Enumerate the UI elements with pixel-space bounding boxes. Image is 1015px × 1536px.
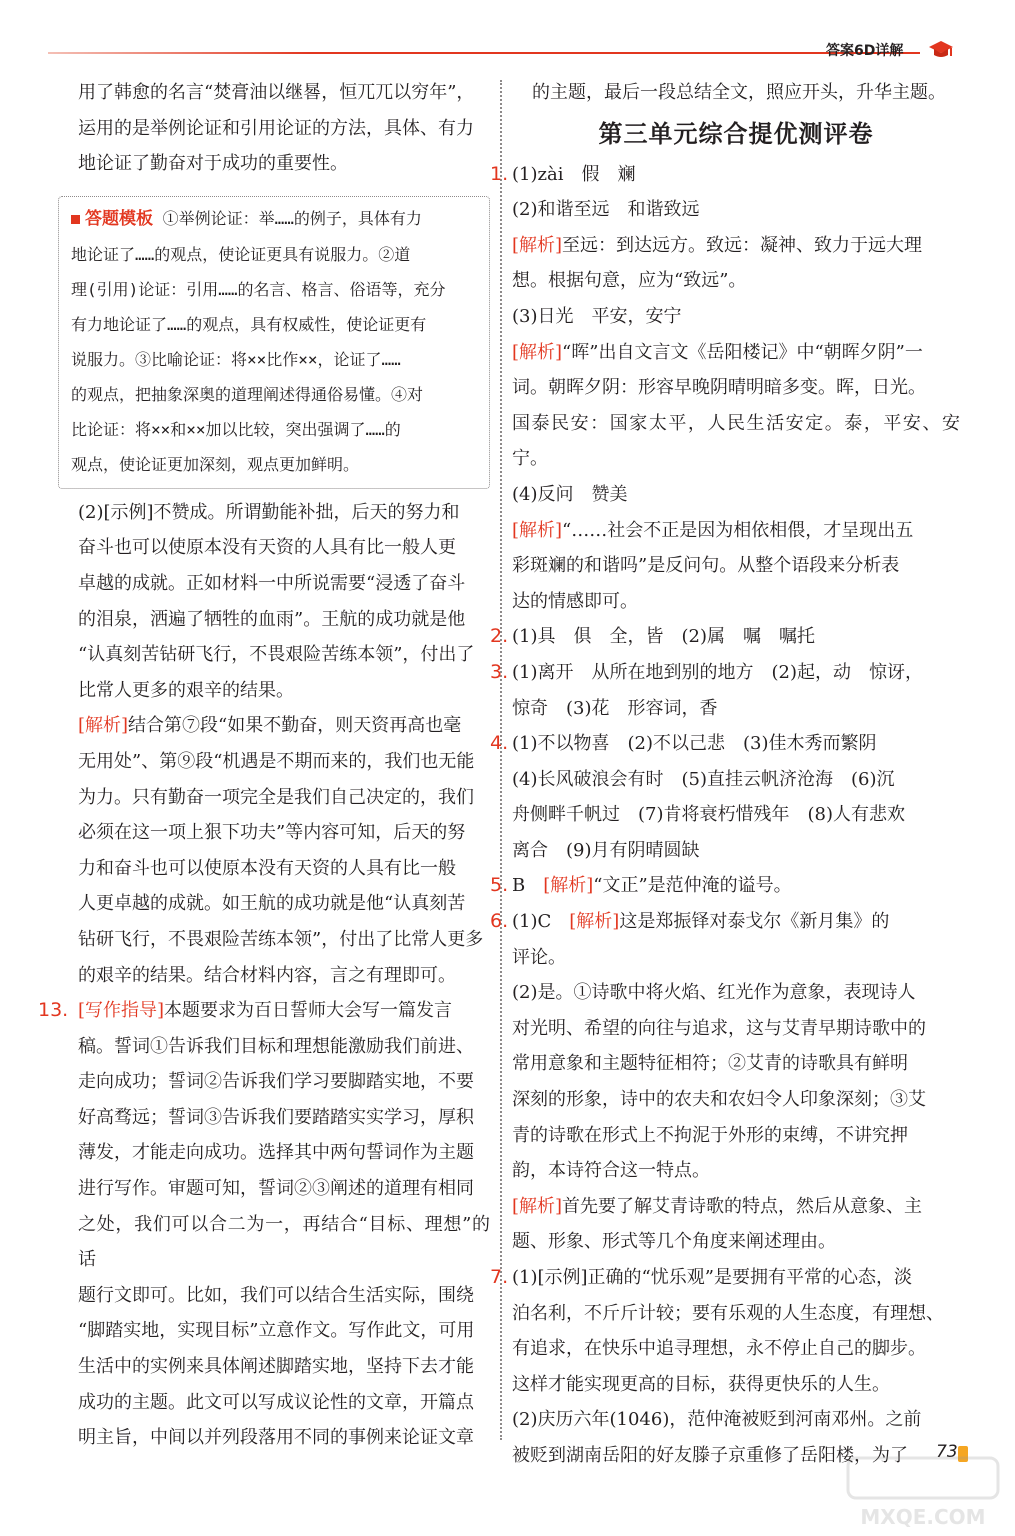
question-number — [490, 1189, 512, 1260]
text-line: 达的情感即可。 — [512, 590, 638, 612]
text-line: 被贬到湖南岳阳的好友滕子京重修了岳阳楼，为了 — [512, 1444, 908, 1466]
template-line: 比论证：将××和××加以比较，突出强调了……的 — [71, 419, 401, 439]
answer-body — [512, 975, 960, 1189]
answer-item — [490, 228, 960, 299]
analysis-text: 结合第⑦段“如果不勤奋，则天资再高也毫 — [128, 715, 462, 737]
text-line: 舟侧畔千帆过 (7)肯将衰朽惜残年 (8)人有悲欢 — [512, 804, 905, 826]
answer-item — [490, 619, 960, 655]
text-line: 地论证了勤奋对于成功的重要性。 — [78, 153, 348, 175]
question-13 — [38, 993, 490, 1456]
answer-item — [490, 1189, 960, 1260]
answer-body — [512, 192, 960, 228]
answer-item — [490, 904, 960, 975]
text-line: 进行写作。审题可知，誓词②③阐述的道理有相同 — [78, 1178, 474, 1200]
text-line — [512, 904, 960, 940]
graduation-cap-icon — [928, 38, 954, 62]
template-line: 的观点，把抽象深奥的道理阐述得通俗易懂。④对 — [71, 384, 424, 404]
text-segment: “……社会不正是因为相依相偎，才呈现出五 — [562, 519, 914, 541]
header-rule — [48, 52, 920, 54]
analysis-tag: [解析] — [78, 715, 129, 737]
text-line: (2)和谐至远 和谐致远 — [512, 199, 700, 221]
answer-body — [512, 726, 960, 868]
analysis-tag: [解析] — [512, 234, 563, 256]
text-line: 薄发，才能走向成功。选择其中两句誓词作为主题 — [78, 1142, 474, 1164]
intro-paragraph — [58, 75, 490, 182]
text-line: 有追求，在快乐中追寻理想，永不停止自己的脚步。 — [512, 1338, 926, 1360]
analysis-tag: [解析] — [512, 341, 563, 363]
analysis-tag: [解析] — [512, 519, 563, 541]
answer-item — [490, 726, 960, 868]
text-line: 必须在这一项上狠下功夫”等内容可知，后天的努 — [78, 822, 466, 844]
text-line: 泊名利，不斤斤计较；要有乐观的人生态度，有理想、 — [512, 1302, 944, 1324]
text-line — [512, 513, 960, 549]
section-title: 第三单元综合提优测评卷 — [598, 119, 874, 148]
question-number — [490, 192, 512, 228]
text-segment: 至远：到达远方。致远：凝神、致力于远大理 — [562, 234, 923, 256]
text-line: 比常人更多的艰辛的结果。 — [78, 679, 294, 701]
text-line: 卓越的成就。正如材料一中所说需要“浸透了奋斗 — [78, 572, 466, 594]
text-line: “认真刻苦钻研飞行，不畏艰险苦练本领”，付出了 — [78, 644, 475, 666]
template-line: 有力地论证了……的观点，具有权威性，使论证更有 — [71, 314, 427, 334]
answer-body — [512, 477, 960, 513]
text-segment: “文正”是范仲淹的谥号。 — [593, 875, 792, 897]
text-line: 题、形象、形式等几个角度来阐述理由。 — [512, 1231, 836, 1253]
question-number — [490, 299, 512, 335]
answer-item — [490, 513, 960, 620]
question-number — [490, 228, 512, 299]
answer-list — [490, 157, 960, 1474]
text-line: 青的诗歌在形式上不拘泥于外形的束缚，不讲究押 — [512, 1124, 908, 1146]
template-line: 观点，使论证更加深刻，观点更加鲜明。 — [71, 454, 360, 474]
question-number — [490, 975, 512, 1189]
text-line — [58, 708, 490, 744]
header-label: 答案6D详解 — [826, 43, 904, 59]
answer-body — [512, 619, 960, 655]
text-line: (2)[示例]不赞成。所谓勤能补拙，后天的努力和 — [78, 501, 460, 523]
answer-body — [512, 335, 960, 477]
template-line — [71, 201, 481, 237]
answer-body — [512, 299, 960, 335]
question-number — [490, 513, 512, 620]
text-line: 无用处”、第⑨段“机遇是不期而来的，我们也无能 — [78, 750, 475, 772]
text-line: 走向成功；誓词②告诉我们学习要脚踏实地，不要 — [78, 1071, 474, 1093]
text-line: 的艰辛的结果。结合材料内容，言之有理即可。 — [78, 964, 456, 986]
right-column — [490, 75, 960, 1474]
text-line: 对光明、希望的向往与追求，这与艾青早期诗歌中的 — [512, 1017, 926, 1039]
text-line: (1)[示例]正确的“忧乐观”是要拥有平常的心态，淡 — [512, 1267, 912, 1288]
template-title: 答题模板 — [85, 208, 153, 229]
text-line: 人更卓越的成就。如王航的成功就是他“认真刻苦 — [78, 893, 466, 915]
text-line: 为力。只有勤奋一项完全是我们自己决定的，我们 — [78, 786, 474, 808]
template-line: 说服力。③比喻论证：将××比作××，论证了…… — [71, 349, 401, 369]
text-segment: 首先要了解艾青诗歌的特点，然后从意象、主 — [562, 1195, 923, 1217]
answer-body — [512, 157, 960, 193]
question-number: 13. — [38, 999, 69, 1022]
watermark-text: MXQE.COM — [860, 1505, 986, 1529]
answer-body — [512, 228, 960, 299]
text-line: 的主题，最后一段总结全文，照应开头，升华主题。 — [532, 82, 946, 103]
text-line: 韵，本诗符合这一特点。 — [512, 1160, 710, 1182]
page-number: 73 — [936, 1442, 958, 1462]
answer-item — [490, 868, 960, 904]
text-line: 好高骛远；誓词③告诉我们要踏踏实实学习，厚积 — [78, 1106, 474, 1128]
text-line: 生活中的实例来具体阐述脚踏实地，坚持下去才能 — [78, 1356, 474, 1378]
text-line: (4)长风破浪会有时 (5)直挂云帆济沧海 (6)沉 — [512, 768, 895, 790]
q2-analysis — [58, 708, 490, 993]
text-line — [512, 868, 960, 904]
template-line: 理(引用)论证：引用……的名言、格言、俗语等，充分 — [71, 279, 446, 299]
text-line: 用了韩愈的名言“焚膏油以继晷，恒兀兀以穷年”， — [78, 82, 475, 103]
text-segment: “晖”出自文言文《岳阳楼记》中“朝晖夕阴”一 — [562, 341, 923, 363]
text-line: (1)离开 从所在地到别的地方 (2)起，动 惊讶， — [512, 661, 923, 683]
text-line: 钻研飞行，不畏艰险苦练本领”，付出了比常人更多 — [78, 928, 484, 950]
answer-choice: B — [512, 875, 544, 897]
text-line: 常用意象和主题特征相符；②艾青的诗歌具有鲜明 — [512, 1053, 908, 1075]
text-line: 力和奋斗也可以使原本没有天资的人具有比一般 — [78, 857, 456, 879]
text-line: (1)不以物喜 (2)不以己悲 (3)佳木秀而繁阴 — [512, 733, 877, 755]
question-number: 1. — [490, 162, 509, 185]
text-line: 运用的是举例论证和引用论证的方法，具体、有力 — [78, 117, 474, 139]
text-line: (4)反问 赞美 — [512, 483, 628, 505]
text-line: (1)具 俱 全，皆 (2)属 嘱 嘱托 — [512, 626, 815, 648]
text-line — [512, 228, 960, 264]
text-line: 评论。 — [512, 946, 566, 968]
answer-body — [512, 1260, 960, 1402]
answer-template-box — [58, 196, 490, 489]
text-line: 奋斗也可以使原本没有天资的人具有比一般人更 — [78, 537, 456, 559]
text-line: 稿。誓词①告诉我们目标和理想能激励我们前进、 — [78, 1035, 474, 1057]
question-number — [490, 335, 512, 477]
text-line: 离合 (9)月有阴晴圆缺 — [512, 839, 700, 861]
text-line: “脚踏实地，实现目标”立意作文。写作此文，可用 — [78, 1320, 475, 1342]
question-number: 7. — [490, 1266, 509, 1288]
text-line: 深刻的形象，诗中的农夫和农妇令人印象深刻；③艾 — [512, 1089, 926, 1111]
text-segment: 本题要求为百日誓师大会写一篇发言 — [164, 1000, 453, 1022]
text-line: (3)日光 平安，安宁 — [512, 305, 682, 327]
answer-item — [490, 655, 960, 726]
text-line: 的泪泉，洒遍了牺牲的血雨”。王航的成功就是他 — [78, 608, 466, 630]
text-line: 之处，我们可以合二为一，再结合“目标、理想”的话 — [78, 1213, 490, 1271]
template-line: 地论证了……的观点，使论证更具有说服力。②道 — [71, 244, 411, 264]
answer-body — [512, 904, 960, 975]
answer-item — [490, 1260, 960, 1402]
analysis-tag: [解析] — [543, 875, 594, 897]
question-number: 3. — [490, 660, 509, 683]
q2-answer — [58, 495, 490, 709]
text-line: 国泰民安：国家太平，人民生活安定。泰，平安、安宁。 — [512, 412, 960, 470]
answer-body — [512, 655, 960, 726]
question-number — [490, 1402, 512, 1473]
analysis-tag: [解析] — [512, 1195, 563, 1217]
text-line: (2)是。①诗歌中将火焰、红光作为意象，表现诗人 — [512, 982, 916, 1004]
answer-item — [490, 192, 960, 228]
question-13-body — [78, 993, 490, 1456]
question-number — [490, 477, 512, 513]
text-line: 成功的主题。此文可以写成议论性的文章，开篇点 — [78, 1391, 474, 1413]
answer-body — [512, 868, 960, 904]
text-line — [512, 1189, 960, 1225]
answer-choice: (1)C — [512, 911, 570, 933]
left-column — [38, 75, 490, 1456]
text-line: 词。朝晖夕阴：形容早晚阴晴明暗多变。晖，日光。 — [512, 377, 926, 399]
question-number: 6. — [490, 910, 509, 933]
text-line — [78, 993, 490, 1029]
text-line: 这样才能实现更高的目标，获得更快乐的人生。 — [512, 1373, 890, 1395]
question-number: 4. — [490, 732, 509, 755]
answer-item — [490, 477, 960, 513]
text-line: 彩斑斓的和谐吗”是反问句。从整个语段来分析表 — [512, 555, 900, 577]
text-line: 题行文即可。比如，我们可以结合生活实际，围绕 — [78, 1284, 474, 1306]
text-line: (1)zài 假 斓 — [512, 163, 636, 185]
answer-body — [512, 1189, 960, 1260]
watermark-logo — [838, 1452, 1008, 1532]
text-line: 想。根据句意，应为“致远”。 — [512, 270, 747, 292]
bullet-icon — [71, 215, 80, 224]
template-text: ①举例论证：举……的例子，具体有力 — [162, 208, 422, 228]
text-segment: 这是郑振铎对泰戈尔《新月集》的 — [619, 911, 890, 933]
answer-item — [490, 157, 960, 193]
analysis-tag: [解析] — [569, 911, 620, 933]
text-line: 惊奇 (3)花 形容词，香 — [512, 697, 718, 719]
answer-body — [512, 513, 960, 620]
text-line — [512, 335, 960, 371]
text-line: (2)庆历六年(1046)，范仲淹被贬到河南邓州。之前 — [512, 1409, 922, 1431]
writing-guide-tag: [写作指导] — [78, 1000, 165, 1022]
answer-item — [490, 975, 960, 1189]
text-line: 明主旨，中间以并列段落用不同的事例来论证文章 — [78, 1427, 474, 1449]
answer-item — [490, 299, 960, 335]
answer-item — [490, 335, 960, 477]
question-number: 5. — [490, 874, 509, 897]
question-number: 2. — [490, 625, 509, 648]
